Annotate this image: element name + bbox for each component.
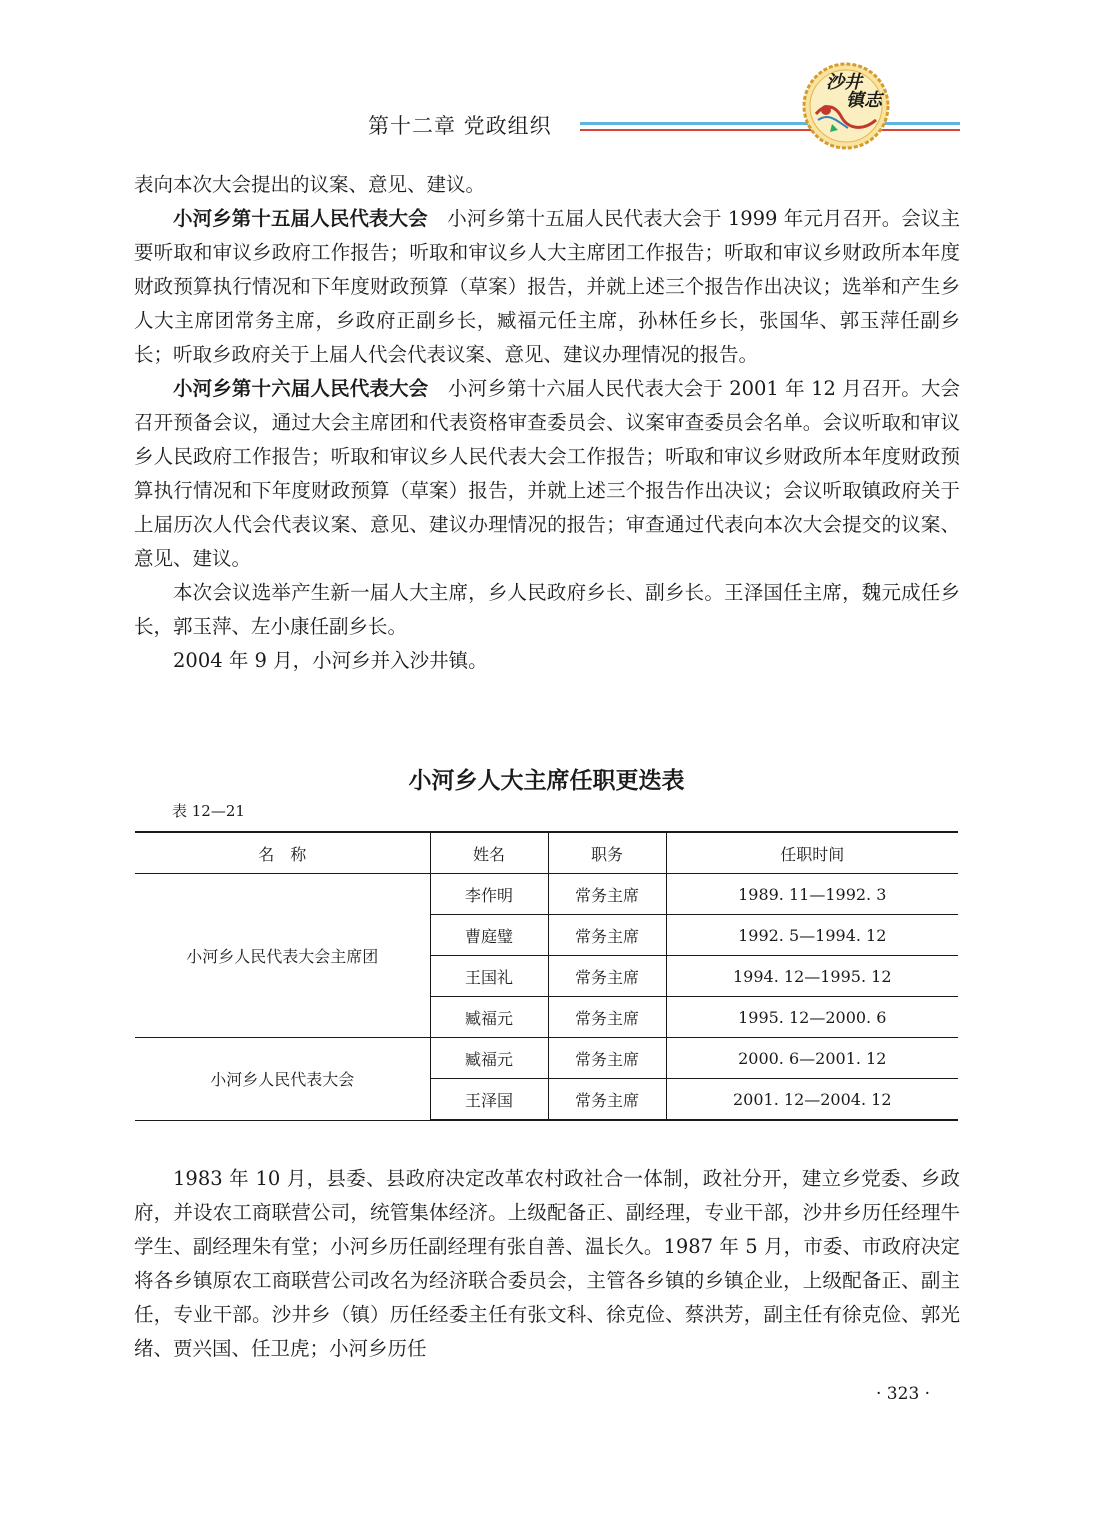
position-cell: 常务主席 xyxy=(548,1038,666,1079)
table-row xyxy=(135,1038,958,1079)
paragraph: 表向本次大会提出的议案、意见、建议。 xyxy=(134,173,486,196)
table-header-row xyxy=(135,832,958,874)
position-cell: 常务主席 xyxy=(548,1079,666,1121)
term-cell: 1994. 12—1995. 12 xyxy=(666,956,958,997)
emblem-text-1: 沙井 xyxy=(826,72,862,93)
paragraph: 小河乡第十六届人民代表大会 小河乡第十六届人民代表大会于 2001 年 12 月召开。大会召开预备会议，通过大会主席团和代表资格审查委员会、议案审查委员会名单。会议听取和审议乡人民政府工作报告；听取和审议乡人民代表大会工作报告；听取和审议乡财政所本年度财政预算执行情况和下年度财政预算（草案）报告，并就上述三个报告作出决议；会议听取镇政府关于上届历次人代会代表议案、意见、建议办理情况的报告；审查通过代表向本次大会提交的议案、意见、建议。 xyxy=(134,377,960,570)
person-cell: 臧福元 xyxy=(430,1038,548,1079)
header-rule-red xyxy=(580,129,960,131)
term-cell: 1989. 11—1992. 3 xyxy=(666,874,958,915)
header-position: 职务 xyxy=(548,832,666,874)
gazetteer-emblem-icon xyxy=(802,62,890,150)
term-cell: 2001. 12—2004. 12 xyxy=(666,1079,958,1121)
chapter-title: 第十二章 党政组织 xyxy=(368,114,552,138)
group-name: 小河乡人民代表大会主席团 xyxy=(135,874,430,1038)
header-name: 名 称 xyxy=(135,832,430,874)
term-cell: 1995. 12—2000. 6 xyxy=(666,997,958,1038)
bottom-body xyxy=(134,1162,960,1366)
term-cell: 1992. 5—1994. 12 xyxy=(666,915,958,956)
top-body xyxy=(134,168,960,678)
paragraph-lead: 小河乡第十五届人民代表大会 xyxy=(173,207,428,230)
table-number: 表 12—21 xyxy=(172,802,245,820)
header-term: 任职时间 xyxy=(666,832,958,874)
paragraph: 小河乡第十五届人民代表大会 小河乡第十五届人民代表大会于 1999 年元月召开。会议主要听取和审议乡政府工作报告；听取和审议乡人大主席团工作报告；听取和审议乡财政所本年度财政预算执行情况和下年度财政预算（草案）报告，并就上述三个报告作出决议；选举和产生乡人大主席团常务主席，乡政府正副乡长，臧福元任主席，孙林任乡长，张国华、郭玉萍任副乡长；听取乡政府关于上届人代会代表议案、意见、建议办理情况的报告。 xyxy=(134,207,960,366)
table-row xyxy=(135,874,958,915)
paragraph: 1983 年 10 月，县委、县政府决定改革农村政社合一体制，政社分开，建立乡党委、乡政府，并设农工商联营公司，统管集体经济。上级配备正、副经理，专业干部，沙井乡历任经理牛学生、副经理朱有堂；小河乡历任副经理有张自善、温长久。1987 年 5 月，市委、市政府决定将各乡镇原农工商联营公司改名为经济联合委员会，主管各乡镇的乡镇企业，上级配备正、副主任，专业干部。沙井乡（镇）历任经委主任有张文科、徐克俭、蔡洪芳，副主任有徐克俭、郭光绪、贾兴国、任卫虎；小河乡历任 xyxy=(134,1167,960,1360)
position-cell: 常务主席 xyxy=(548,956,666,997)
group-name: 小河乡人民代表大会 xyxy=(135,1038,430,1121)
person-cell: 臧福元 xyxy=(430,997,548,1038)
paragraph: 本次会议选举产生新一届人大主席，乡人民政府乡长、副乡长。王泽国任主席，魏元成任乡长，郭玉萍、左小康任副乡长。 xyxy=(134,581,960,638)
position-cell: 常务主席 xyxy=(548,997,666,1038)
position-cell: 常务主席 xyxy=(548,915,666,956)
paragraph-lead: 小河乡第十六届人民代表大会 xyxy=(173,377,429,400)
person-cell: 李作明 xyxy=(430,874,548,915)
chairman-table xyxy=(135,831,958,1121)
paragraph: 2004 年 9 月，小河乡并入沙井镇。 xyxy=(173,649,488,672)
person-cell: 王国礼 xyxy=(430,956,548,997)
header-person: 姓名 xyxy=(430,832,548,874)
person-cell: 曹庭璧 xyxy=(430,915,548,956)
term-cell: 2000. 6—2001. 12 xyxy=(666,1038,958,1079)
page-number: · 323 · xyxy=(876,1384,931,1404)
emblem-text-2: 镇志 xyxy=(846,90,882,111)
person-cell: 王泽国 xyxy=(430,1079,548,1121)
position-cell: 常务主席 xyxy=(548,874,666,915)
header-rule-blue xyxy=(580,122,960,125)
table-title: 小河乡人大主席任职更迭表 xyxy=(408,768,685,794)
